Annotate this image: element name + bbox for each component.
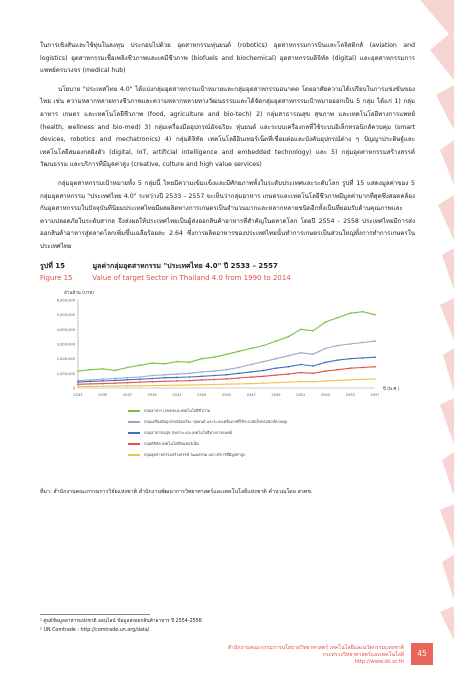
data-point (188, 372, 190, 374)
data-point (312, 353, 314, 355)
main-content (40, 40, 415, 496)
data-point (176, 360, 178, 362)
data-point (102, 382, 104, 384)
data-point (188, 379, 190, 381)
footnotes (40, 614, 340, 635)
figure-title-english (40, 272, 415, 284)
footer-line-2: กระทรวงวิทยาศาสตร์และเทคโนโลยี (322, 652, 404, 658)
data-point (250, 347, 252, 349)
y-axis-title: ล้านล้าน (บาท) (64, 290, 95, 296)
data-point (312, 329, 314, 331)
legend-item (128, 430, 232, 436)
data-point (89, 382, 91, 384)
data-point (325, 380, 327, 382)
data-point (213, 370, 215, 372)
legend-swatch (128, 432, 140, 434)
y-tick-label: 1,000,000 (56, 371, 75, 376)
legend-label: กลุ่มอาหาร เกษตรและเทคโนโลยีชีวภาพ (144, 407, 211, 413)
data-point (238, 350, 240, 352)
data-point (127, 385, 129, 387)
data-point (287, 365, 289, 367)
data-point (139, 378, 141, 380)
data-point (263, 375, 265, 377)
data-point (114, 385, 116, 387)
data-point (287, 381, 289, 383)
x-tick-label: 2557 (370, 392, 380, 397)
data-point (114, 369, 116, 371)
data-point (362, 310, 364, 312)
x-tick-label: 2545 (221, 392, 232, 397)
data-point (337, 344, 339, 346)
data-point (151, 380, 153, 382)
data-point (176, 380, 178, 382)
data-point (151, 362, 153, 364)
x-tick-label: 2547 (246, 392, 256, 397)
paragraph-2: นโยบาย "ประเทศไทย 4.0" ได้แบ่งกลุ่มอุตสาหกรรมเป้าหมายและกลุ่มอุตสาหกรรมอนาคต โดยอาศัยความได้เปรียบในการแข่งขันของไทย เช่น ความหลากหลายทางชีวภาพและความหลากหลายทางวัฒนธรรมและได้จัดกลุ่มอุตสาหกรรมเป้าหมายออกเป็น 5 กลุ่ม ได้แก่ 1) กลุ่มอาหาร เกษตร และเทคโนโลยีชีวภาพ (food, agriculture and bio-tech) 2) กลุ่มสาธารณสุข สุขภาพ และเทคโนโลยีทางการแพทย์ (health, wellness and bio-med) 3) กลุ่มเครื่องมืออุปกรณ์อัจฉริยะ หุ่นยนต์ และระบบเครื่องกลที่ใช้ระบบอิเล็กทรอนิกส์ควบคุม (smart devices, robotics and mechatronics) 4) กลุ่มดิจิทัล เทคโนโลยีอินเทอร์เน็ตที่เชื่อมต่อและบังคับอุปกรณ์ต่าง ๆ ปัญญาประดิษฐ์และเทคโนโลยีสมองกลฝังตัว (digital, IoT, artificial intelligence and embedded technology) และ 5) กลุ่มอุตสาหกรรมสร้างสรรค์ วัฒนธรรม และบริการที่มีมูลค่าสูง (creative, culture and high value services) (40, 85, 415, 169)
data-point (337, 379, 339, 381)
data-point (275, 357, 277, 359)
data-point (275, 374, 277, 376)
data-point (89, 380, 91, 382)
data-point (127, 376, 129, 378)
paragraph-3: กลุ่มอุตสาหกรรมเป้าหมายทั้ง 5 กลุ่มนี้ ไทยมีความเข้มแข็งและมีศักยภาพทั้งในระดับประเทศและระดับโลก รูปที่ 15 แสดงมูลค่าของ 5 กลุ่มอุตสาหกรรม "ประเทศไทย 4.0" ระหว่างปี 2533 – 2557 จะเห็นว่ากลุ่มอาหาร เกษตรและเทคโนโลยีชีวภาพมีมูลค่ามากที่สุดซึ่งสอดคล้องกับอุตสาหกรรมในปัจจุบันที่นิยมประเทศไทยมีผลผลิตทางการเกษตรเป็นจำนวนมากและหลากหลายชนิดอีกทั้งเป็นที่ยอมรับด้านคุณภาพและความปลอดภัยในระดับสากล จึงส่งผลให้ประเทศไทยเป็นผู้ส่งออกสินค้าอาหารที่สำคัญในตลาดโลก โดยปี 2554 - 2558 ประเทศไทยมีการส่งออกสินค้าอาหารสู่ตลาดโลกเพิ่มขึ้นเฉลี่ยร้อยละ 2.64 ซึ่งการผลิตอาหารของประเทศไทยนั้นทำการเกษตรเป็นส่วนใหญ่ทั้งการทำการเกษตรในประเทศไทย (40, 179, 415, 250)
data-point (337, 316, 339, 318)
x-tick-label: 2553 (320, 392, 331, 397)
data-point (263, 344, 265, 346)
y-tick-label: 5,000,000 (56, 312, 75, 317)
data-point (213, 383, 215, 385)
data-point (213, 374, 215, 376)
data-point (176, 384, 178, 386)
data-point (151, 374, 153, 376)
data-point (89, 368, 91, 370)
data-point (164, 384, 166, 386)
data-point (250, 370, 252, 372)
x-tick-label: 2555 (345, 392, 355, 397)
figure-label-thai: รูปที่ 15 (40, 261, 65, 270)
data-point (312, 380, 314, 382)
data-point (151, 384, 153, 386)
data-point (164, 362, 166, 364)
data-point (213, 356, 215, 358)
figure-caption-english: Value of target Sector in Thailand 4.0 from 1990 to 2014 (92, 273, 291, 282)
x-tick-label: 2549 (271, 392, 281, 397)
data-point (114, 377, 116, 379)
data-point (102, 378, 104, 380)
legend-item (128, 408, 210, 414)
data-point (102, 368, 104, 370)
data-point (77, 381, 79, 383)
data-point (139, 364, 141, 366)
data-point (176, 376, 178, 378)
figure-source: ที่มา: สำนักงานคณะกรรมการวิจัยแห่งชาติ สำนักงานพัฒนาการวิทยาศาสตร์และเทคโนโลยีแห่งชาติ คำนวณโดย สวทช. (40, 488, 313, 495)
chart-container (40, 286, 415, 486)
data-point (349, 312, 351, 314)
data-point (337, 368, 339, 370)
data-point (139, 381, 141, 383)
footnote-2: ² UN Comtrade : http://comtrade.un.org/data/ (40, 628, 150, 633)
data-point (226, 378, 228, 380)
data-point (287, 335, 289, 337)
data-point (325, 370, 327, 372)
data-point (226, 353, 228, 355)
data-point (164, 380, 166, 382)
data-point (139, 384, 141, 386)
data-point (275, 340, 277, 342)
x-tick-label: 2539 (147, 392, 157, 397)
data-point (127, 378, 129, 380)
data-point (312, 372, 314, 374)
data-point (114, 382, 116, 384)
footnote-1: ¹ ศูนย์ข้อมูลอาหารแห่งชาติ ออนไลน์ ข้อมูลส่งออกสินค้าอาหาร ปี 2554-2558 (40, 619, 202, 624)
data-point (226, 383, 228, 385)
data-point (250, 382, 252, 384)
data-point (263, 360, 265, 362)
y-tick-label: 2,000,000 (56, 356, 75, 361)
y-tick-label: 0 (72, 386, 75, 390)
data-point (374, 340, 376, 342)
legend-item (128, 441, 199, 447)
y-tick-label: 3,000,000 (56, 342, 75, 346)
paragraph-1: ในการเชิงสันและใช้ทุนในลงทุน ประกอบไปด้วย อุตสาหกรรมหุ่นยนต์ (robotics) อุตสาหกรรมการบินและโลจิสติกส์ (aviation and logistics) อุตสาหกรรมเชื้อเพลิงชีวภาพและเคมีชีวภาพ (biofuels and biochemical) อุตสาหกรรมดิจิทัล (digital) และอุตสาหกรรมการแพทย์ครบวงจร (medical hub) (40, 42, 415, 75)
figure-label-english: Figure 15 (40, 273, 73, 282)
x-tick-label: 2543 (197, 392, 207, 397)
data-point (201, 357, 203, 359)
data-point (164, 376, 166, 378)
legend-item (128, 419, 287, 425)
data-point (102, 385, 104, 387)
data-point (89, 385, 91, 387)
data-point (77, 370, 79, 372)
legend-label: กลุ่มเครื่องมืออุปกรณ์อัจฉริยะ หุ่นยนต์ และระบบเครื่องกลที่ใช้ระบบอิเล็กทรอนิกส์ควบคุม (144, 418, 288, 424)
data-point (362, 378, 364, 380)
data-point (226, 368, 228, 370)
y-tick-label: 4,000,000 (56, 327, 75, 332)
data-point (238, 382, 240, 384)
data-point (151, 377, 153, 379)
data-point (201, 375, 203, 377)
x-tick-label: 2537 (122, 392, 133, 397)
data-point (238, 372, 240, 374)
data-point (300, 328, 302, 330)
data-point (349, 378, 351, 380)
data-point (349, 343, 351, 345)
data-point (127, 381, 129, 383)
data-point (312, 365, 314, 367)
legend-swatch (128, 443, 140, 445)
data-point (325, 361, 327, 363)
data-point (250, 363, 252, 365)
data-point (349, 367, 351, 369)
footer-url-link[interactable]: http://www.sti.or.th (354, 659, 404, 665)
data-point (176, 373, 178, 375)
x-tick-label: 2533 (73, 392, 83, 397)
data-point (77, 385, 79, 387)
series-line-1 (78, 311, 375, 370)
data-point (188, 361, 190, 363)
data-point (77, 383, 79, 385)
data-point (188, 384, 190, 386)
data-point (139, 376, 141, 378)
data-point (238, 366, 240, 368)
figure-title-thai (40, 260, 415, 272)
x-tick-label: 2551 (296, 392, 306, 397)
legend-label: กลุ่มอุตสาหกรรมสร้างสรรค์ วัฒนธรรม และบริการที่มีมูลค่าสูง (144, 451, 245, 457)
data-point (287, 354, 289, 356)
data-point (114, 379, 116, 381)
data-point (337, 359, 339, 361)
data-point (275, 381, 277, 383)
data-point (374, 365, 376, 367)
legend-item (128, 452, 245, 458)
data-point (201, 383, 203, 385)
data-point (325, 347, 327, 349)
data-point (102, 380, 104, 382)
data-point (362, 366, 364, 368)
page-number: 45 (411, 643, 433, 665)
page-footer (200, 645, 404, 666)
x-tick-label: 2541 (172, 392, 182, 397)
legend-label: กลุ่มสาธารณสุข สุขภาพ และเทคโนโลยีทางการแพทย์ (144, 429, 232, 435)
x-axis-title: ปี (พ.ศ.) (383, 386, 400, 392)
data-point (164, 373, 166, 375)
figure-caption-thai: มูลค่ากลุ่มอุตสาหกรรม "ประเทศไทย 4.0" ปี 2533 – 2557 (92, 261, 278, 270)
data-point (201, 379, 203, 381)
data-point (325, 321, 327, 323)
data-point (362, 357, 364, 359)
legend-swatch (128, 410, 140, 412)
legend-swatch (128, 421, 140, 423)
legend-label: กลุ่มดิจิทัล เทคโนโลยีอินเทอร์เน็ต (144, 440, 199, 446)
footer-line-1: สำนักงานคณะกรรมการนโยบายวิทยาศาสตร์ เทคโนโลยีและนวัตกรรมแห่งชาติ (227, 645, 404, 651)
y-tick-label: 6,000,000 (56, 298, 75, 302)
data-point (300, 363, 302, 365)
data-point (226, 373, 228, 375)
data-point (188, 376, 190, 378)
data-point (127, 366, 129, 368)
data-point (201, 370, 203, 372)
data-point (362, 341, 364, 343)
data-point (213, 378, 215, 380)
data-point (300, 380, 302, 382)
data-point (238, 377, 240, 379)
data-point (287, 373, 289, 375)
data-point (374, 313, 376, 315)
data-point (374, 356, 376, 358)
data-point (275, 367, 277, 369)
data-point (300, 351, 302, 353)
footnote-rule (40, 614, 150, 615)
data-point (300, 371, 302, 373)
data-point (349, 357, 351, 359)
data-point (263, 382, 265, 384)
legend-swatch (128, 454, 140, 456)
data-point (374, 378, 376, 380)
data-point (263, 369, 265, 371)
x-tick-label: 2535 (98, 392, 108, 397)
data-point (250, 376, 252, 378)
